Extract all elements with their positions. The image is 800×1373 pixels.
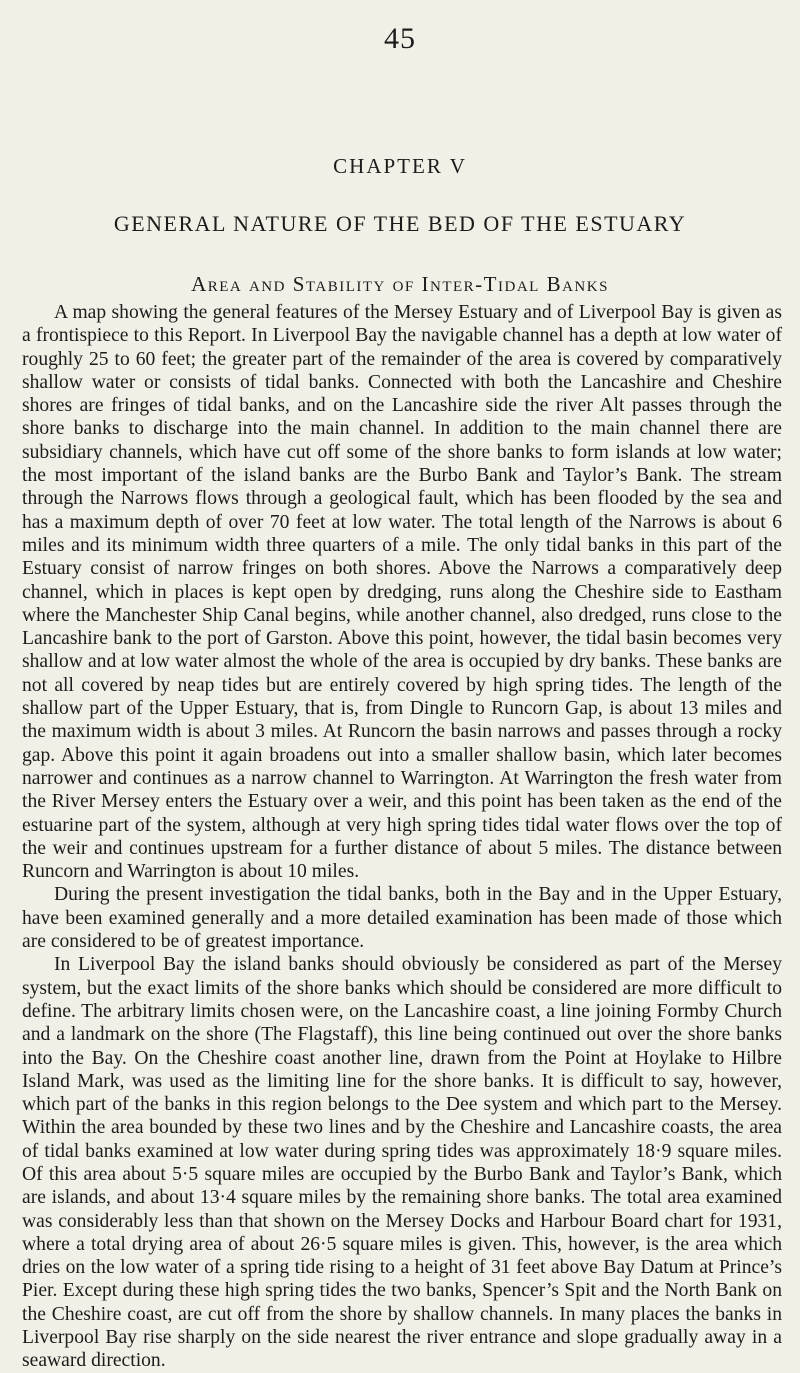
- chapter-heading: CHAPTER V: [333, 154, 467, 178]
- chapter-title: GENERAL NATURE OF THE BED OF THE ESTUARY: [113, 211, 687, 236]
- paragraph: A map showing the general features of the Mersey Estuary and of Liverpool Bay is given as a frontispiece to this Report. In Liverpool Bay the navigable channel has a depth at low water of roughly 25 to 60 feet; the greater part of the remainder of the area is covered by comparatively shallow water or consists of tidal banks. Connected with both the Lancashire and Cheshire shores are fringes of tidal banks, and on the Lancashire side the river Alt passes through the shore banks to discharge into the main channel. In addition to the main channel there are subsidiary channels, which have cut off some of the shore banks to form islands at low water; the most important of the island banks are the Burbo Bank and Taylor’s Bank. The stream through the Narrows flows through a geological fault, which has been flooded by the sea and has a maximum depth of over 70 feet at low water. The total length of the Narrows is about 6 miles and its minimum width three quarters of a mile. The only tidal banks in this part of the Estuary consist of narrow fringes on both shores. Above the Narrows a comparatively deep channel, which in places is kept open by dredging, runs along the Cheshire side to Eastham where the Manchester Ship Canal begins, while another channel, also dredged, runs close to the Lancashire bank to the port of Garston. Above this point, however, the tidal basin becomes very shallow and at low water almost the whole of the area is occupied by dry banks. These banks are not all covered by neap tides but are entirely covered by high spring tides. The length of the shallow part of the Upper Estuary, that is, from Dingle to Runcorn Gap, is about 13 miles and the maximum width is about 3 miles. At Runcorn the basin narrows and passes through a rocky gap. Above this point it again broadens out into a smaller shallow basin, which later becomes narrower and continues as a narrow channel to Warrington. At Warrington the fresh water from the River Mersey enters the Estuary over a weir, and this point has been taken as the end of the estuarine part of the system, although at very high spring tides tidal water flows over the top of the weir and continues upstream for a further distance of about 5 miles. The distance between Runcorn and Warrington is about 10 miles.: [22, 302, 782, 883]
- body-text: [22, 301, 782, 1373]
- section-subtitle: Area and Stability of Inter-Tidal Banks: [191, 272, 609, 296]
- page-number: 45: [384, 22, 416, 55]
- paragraph: During the present investigation the tidal banks, both in the Bay and in the Upper Estuary, have been examined generally and a more detailed examination has been made of those which are considered to be of greatest importance.: [22, 884, 782, 953]
- paragraph: In Liverpool Bay the island banks should obviously be considered as part of the Mersey system, but the exact limits of the shore banks which should be considered are more difficult to define. The arbitrary limits chosen were, on the Lancashire coast, a line joining Formby Church and a landmark on the shore (The Flagstaff), this line being continued out over the shore banks into the Bay. On the Cheshire coast another line, drawn from the Point at Hoylake to Hilbre Island Mark, was used as the limiting line for the shore banks. It is difficult to say, however, which part of the banks in this region belongs to the Dee system and which part to the Mersey. Within the area bounded by these two lines and by the Cheshire and Lancashire coasts, the area of tidal banks examined at low water during spring tides was approximately 18·9 square miles. Of this area about 5·5 square miles are occupied by the Burbo Bank and Taylor’s Bank, which are islands, and about 13·4 square miles by the remaining shore banks. The total area examined was considerably less than that shown on the Mersey Docks and Harbour Board chart for 1931, where a total drying area of about 26·5 square miles is given. This, however, is the area which dries on the low water of a spring tide rising to a height of 31 feet above Bay Datum at Prince’s Pier. Except during these high spring tides the two banks, Spencer’s Spit and the North Bank on the Cheshire coast, are cut off from the shore by shallow channels. In many places the banks in Liverpool Bay rise sharply on the side nearest the river entrance and slope gradually away in a seaward direction.: [22, 954, 782, 1372]
